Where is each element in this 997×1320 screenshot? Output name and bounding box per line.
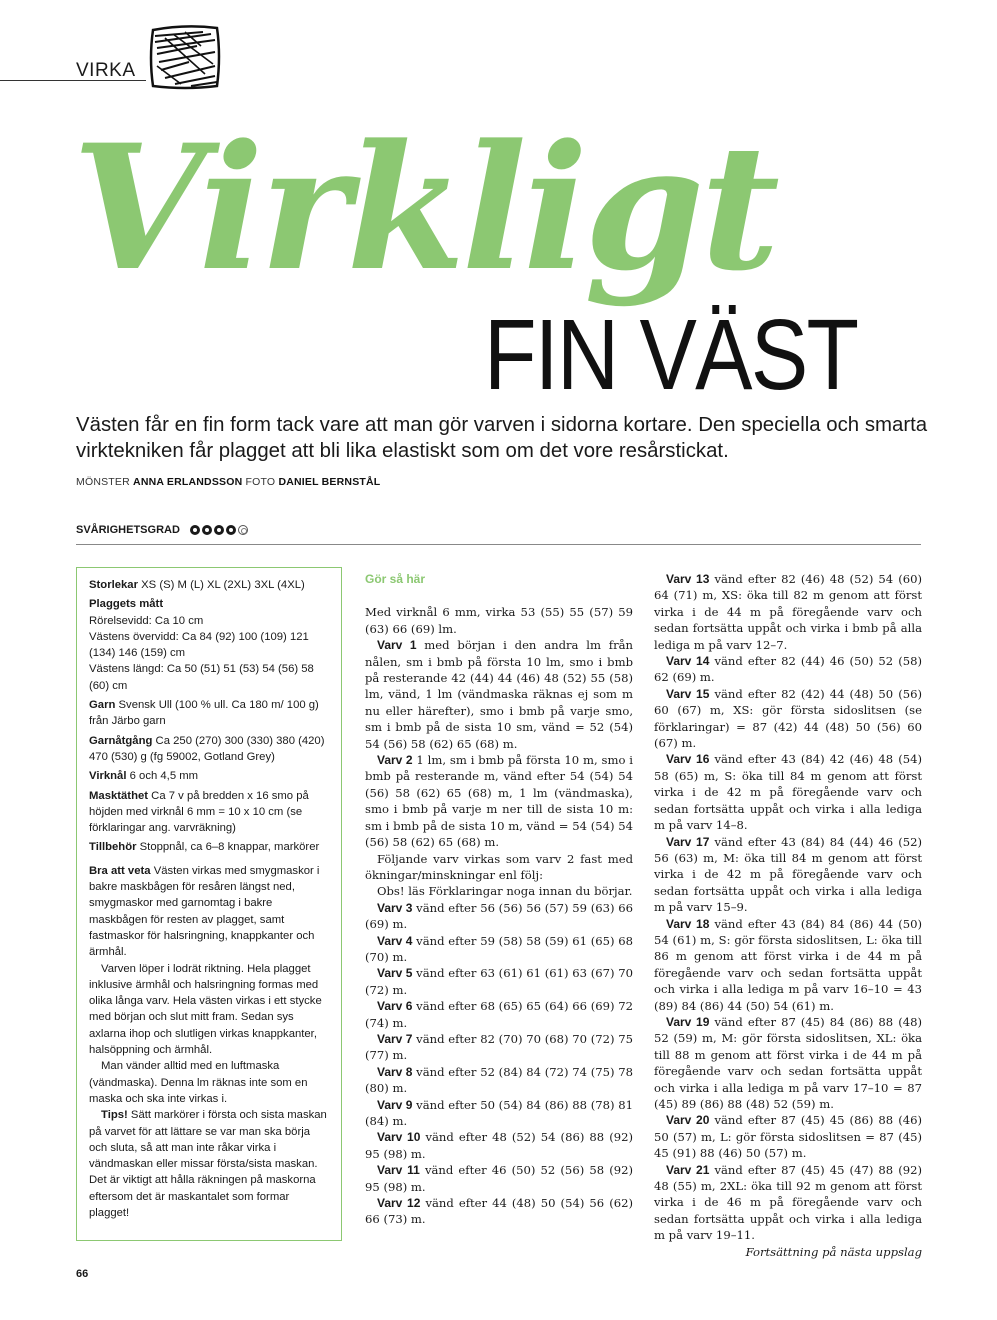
row-instruction — [365, 900, 633, 933]
instructions-heading: Gör så här — [365, 572, 426, 586]
hook-label: Virknål — [89, 770, 127, 783]
row-text: vänd efter 46 (50) 52 (56) 58 (92) 95 (98) m. — [365, 1163, 634, 1194]
row-instruction — [654, 1112, 922, 1161]
row-label: Varv 20 — [666, 1113, 710, 1128]
row-text: vänd efter 82 (44) 46 (50) 52 (58) 62 (69) m. — [654, 654, 922, 685]
info-box — [76, 567, 342, 1241]
row-text: vänd efter 82 (42) 44 (48) 50 (56) 60 (67) m, XS: gör första sidoslitsen (se förklaringar) = 87 (42) 44 (48) 50 (56) 60 (67) m. — [654, 686, 922, 751]
row-instruction — [654, 1014, 922, 1112]
section-label: VIRKA — [76, 60, 136, 81]
row-text: vänd efter 48 (52) 54 (86) 88 (92) 95 (98) m. — [365, 1130, 633, 1161]
row-text: vänd efter 43 (84) 84 (86) 44 (50) 54 (61) m, S: gör första sidoslitsen, L: öka till 86 m genom att först virka i de 44 m på föregående varv och sedan fortsätta uppåt och virka i alla lediga m på varv 16–10 = 43 (89) 84 (86) 44 (50) 54 (61) m. — [654, 916, 922, 1013]
tips-text: Sätt markörer i första och sista maskan på varvet för att lättare se var man ska börja och sluta, så att man inte råkar virka i vändmaskan eller missar första/sista maskan. Det är viktigt att hålla räkningen på maskorna eftersom det är maskantalet som formar plagget! — [89, 1109, 327, 1219]
row-instruction — [365, 933, 633, 966]
difficulty-rating — [190, 525, 248, 535]
row-label: Varv 21 — [666, 1162, 710, 1177]
amount-value: Ca 250 (270) 300 (330) 380 (420) 470 (530) g (fg 59002, Gotland Grey) — [89, 734, 325, 763]
row-text: vänd efter 50 (54) 84 (86) 88 (78) 81 (84) m. — [365, 1097, 633, 1128]
pattern-author: ANNA ERLANDSSON — [133, 476, 243, 488]
box-paragraph-3: Man vänder alltid med en luftmaska (vändmaska). Denna lm räknas inte som en maska och ska inte virkas i. — [89, 1060, 308, 1105]
row-text: 1 lm, sm i bmb på första 10 m, smo i bmb på resterande m, vänd efter 54 (54) 54 (56) 58 (62) 65 (68) m, 1 lm (vändmaska), smo i bmb på varje m ner till de sista 10 m: sm i bmb på de sista 10 m, vänd = 54 (54) 54 (56) 58 (62) 65 (68) m. — [365, 753, 633, 850]
row-text: vänd efter 87 (45) 84 (86) 88 (48) 52 (59) m, M: gör första sidoslitsen, XL: öka till 88 m genom att först virka i de 44 m på föregående varv och sedan fortsätta uppåt och virka i alla lediga m på varv 17–10 = 87 (45) 89 (86) 88 (48) 52 (59) m. — [654, 1014, 922, 1111]
row-instruction — [365, 1162, 633, 1195]
row-label: Varv 16 — [666, 752, 710, 767]
notions-value: Stoppnål, ca 6–8 knappar, markörer — [139, 841, 320, 854]
length-value: Västens längd: Ca 50 (51) 51 (53) 54 (56) 58 (60) cm — [89, 663, 314, 692]
row-label: Varv 9 — [377, 1097, 413, 1112]
divider — [76, 544, 921, 545]
row-text: vänd efter 82 (70) 70 (68) 70 (72) 75 (77) m. — [365, 1031, 633, 1063]
row-label: Varv 15 — [666, 686, 710, 701]
photo-author: DANIEL BERNSTÅL — [278, 476, 381, 488]
difficulty-dot-filled — [190, 525, 200, 535]
row-instruction — [654, 686, 922, 752]
row-instruction — [365, 998, 633, 1031]
row-label: Varv 2 — [377, 753, 413, 768]
row-label: Varv 7 — [377, 1031, 413, 1046]
row-text: vänd efter 82 (46) 48 (52) 54 (60) 64 (71) m, XS: öka till 82 m genom att först virka i de 44 m på föregående varv och sedan fortsätta uppåt och virka i bmb på alla lediga m på varv 12–7. — [654, 572, 922, 652]
row-label: Varv 5 — [377, 966, 413, 981]
title-main: FIN VÄST — [484, 299, 858, 411]
row-text: vänd efter 63 (61) 61 (61) 63 (67) 70 (72) m. — [365, 966, 633, 997]
row-text: vänd efter 43 (84) 42 (46) 48 (54) 58 (65) m, S: öka till 84 m genom att först virka i de 42 m på föregående varv och sedan fortsätta uppåt och virka i alla lediga m på varv 14–8. — [654, 752, 922, 833]
row-text: med början i den andra lm från nålen, sm i bmb på första 10 lm, smo i bmb på resterande 42 (44) 44 (46) 48 (52) 55 (58) lm, vänd, 1 lm (vändmaska räknas ej som m nu eller härefter), smo i bmb på varje smo, sm i bmb på de sista 10 sm, vänd = 52 (54) 54 (56) 58 (62) 65 (68) m. — [365, 638, 633, 751]
row-instruction — [365, 1031, 633, 1064]
row-instruction — [365, 1129, 633, 1162]
row-label: Varv 3 — [377, 900, 413, 915]
difficulty-dot-filled — [202, 525, 212, 535]
notions-label: Tillbehör — [89, 841, 137, 854]
yarn-value: Svensk Ull (100 % ull. Ca 180 m/ 100 g) från Järbo garn — [89, 699, 319, 728]
difficulty — [76, 524, 248, 536]
page-number: 66 — [76, 1268, 89, 1280]
row-label: Varv 19 — [666, 1014, 710, 1029]
row-instruction — [654, 1162, 922, 1244]
gauge-value: Ca 7 v på bredden x 16 smo på höjden med virknål 6 mm = 10 x 10 cm (se förklaringar ang. varvräkning) — [89, 789, 309, 835]
title-script: Virkligt — [72, 106, 776, 309]
hook-value: 6 och 4,5 mm — [129, 770, 199, 783]
row-label: Varv 11 — [377, 1163, 420, 1178]
row-label: Varv 13 — [666, 572, 710, 586]
good-to-know-label: Bra att veta — [89, 864, 151, 877]
instructions-start: Med virknål 6 mm, virka 53 (55) 55 (57) 59 (63) 66 (69) lm. — [365, 605, 633, 636]
intro-text: Västen får en fin form tack vare att man gör varven i sidorna kortare. Den speciella och smarta virktekniken får plagget att bli lika elastiskt som om det vore resårstickat. — [76, 414, 928, 462]
row-text: vänd efter 87 (45) 45 (86) 88 (46) 50 (57) m, L: gör första sidoslitsen = 87 (45) 45 (91) 88 (46) 50 (57) m. — [654, 1113, 922, 1161]
sizes-label: Storlekar — [89, 579, 138, 591]
row-text: vänd efter 44 (48) 50 (54) 56 (62) 66 (73) m. — [365, 1196, 633, 1227]
row-instruction — [654, 834, 922, 916]
gauge-label: Masktäthet — [89, 789, 149, 802]
row-text: vänd efter 59 (58) 58 (59) 61 (65) 68 (70) m. — [365, 933, 633, 964]
row-instruction — [365, 752, 633, 850]
row-instruction — [654, 571, 922, 653]
row-instruction — [654, 653, 922, 686]
row-label: Varv 1 — [377, 638, 417, 653]
row-text: vänd efter 87 (45) 45 (47) 88 (92) 48 (55) m, 2XL: öka till 92 m genom att först virka i de 46 m på föregående varv och sedan fortsätta uppåt och virka i alla lediga m på varv 19–11. — [654, 1162, 922, 1243]
row-label: Varv 6 — [377, 999, 413, 1014]
row-label: Varv 4 — [377, 933, 413, 948]
row-instruction — [654, 751, 922, 833]
difficulty-dot-empty — [238, 525, 248, 535]
sizes-value: XS (S) M (L) XL (2XL) 3XL (4XL) — [141, 579, 305, 591]
pattern-label: MÖNSTER — [76, 476, 130, 488]
amount-label: Garnåtgång — [89, 734, 153, 747]
yarn-label: Garn — [89, 699, 116, 712]
chest-value: Västens övervidd: Ca 84 (92) 100 (109) 121 (134) 146 (159) cm — [89, 630, 309, 660]
tips-label: Tips! — [101, 1109, 128, 1122]
row-instruction — [365, 1195, 633, 1228]
instructions-note-1: Följande varv virkas som varv 2 fast med ökningar/minskningar enl följ: — [365, 851, 633, 882]
ease-value: Rörelsevidd: Ca 10 cm — [89, 614, 204, 627]
rows-group-2 — [365, 900, 633, 1228]
credits — [76, 476, 380, 488]
row-text: vänd efter 56 (56) 56 (57) 59 (63) 66 (69) m. — [365, 900, 633, 932]
measures-label: Plaggets mått — [89, 598, 164, 611]
instructions-note-2: Obs! läs Förklaringar noga innan du börjar. — [377, 884, 633, 899]
row-instruction — [365, 1097, 633, 1130]
row-label: Varv 12 — [377, 1196, 421, 1211]
row-label: Varv 17 — [666, 834, 710, 849]
instructions-column-1 — [365, 571, 633, 1228]
difficulty-dot-filled — [226, 525, 236, 535]
row-label: Varv 8 — [377, 1064, 413, 1079]
row-instruction — [365, 1064, 633, 1097]
row-instruction — [365, 637, 633, 752]
row-label: Varv 14 — [666, 654, 710, 669]
row-instruction — [654, 916, 922, 1014]
continued-note: Fortsättning på nästa uppslag — [745, 1244, 922, 1259]
instructions-column-2 — [654, 571, 922, 1260]
row-text: vänd efter 43 (84) 84 (44) 46 (52) 56 (63) m, M: öka till 84 m genom att först virka i de 42 m på föregående varv och sedan fortsätta uppåt och virka i alla lediga m på varv 15–9. — [654, 834, 922, 915]
rows-group-3 — [654, 571, 922, 1244]
row-instruction — [365, 965, 633, 998]
rows-group-1 — [365, 637, 633, 850]
box-paragraph-2: Varven löper i lodrät riktning. Hela plagget inklusive ärmhål och halsringning formas med olika långa varv. Hela västen virkas i ett stycke med början och slut mitt fram. Sedan sys axlarna ihop och slutligen virkas knappkanter, halsöppning och ärmhål. — [89, 962, 322, 1057]
difficulty-label: SVÅRIGHETSGRAD — [76, 524, 180, 536]
row-label: Varv 18 — [666, 916, 710, 931]
row-label: Varv 10 — [377, 1130, 421, 1145]
row-text: vänd efter 68 (65) 65 (64) 66 (69) 72 (74) m. — [365, 999, 633, 1030]
photo-label: FOTO — [245, 476, 276, 488]
yarn-ball-icon — [145, 22, 223, 92]
good-to-know-text: Västen virkas med smygmaskor i bakre maskbågen för resåren längst ned, smygmaskor med garnomtag i bakre maskbågen för resten av plagget, samt fastmaskor för halsringning, knappkanter och ärmhål. — [89, 864, 320, 959]
row-text: vänd efter 52 (84) 84 (72) 74 (75) 78 (80) m. — [365, 1064, 633, 1096]
difficulty-dot-filled — [214, 525, 224, 535]
